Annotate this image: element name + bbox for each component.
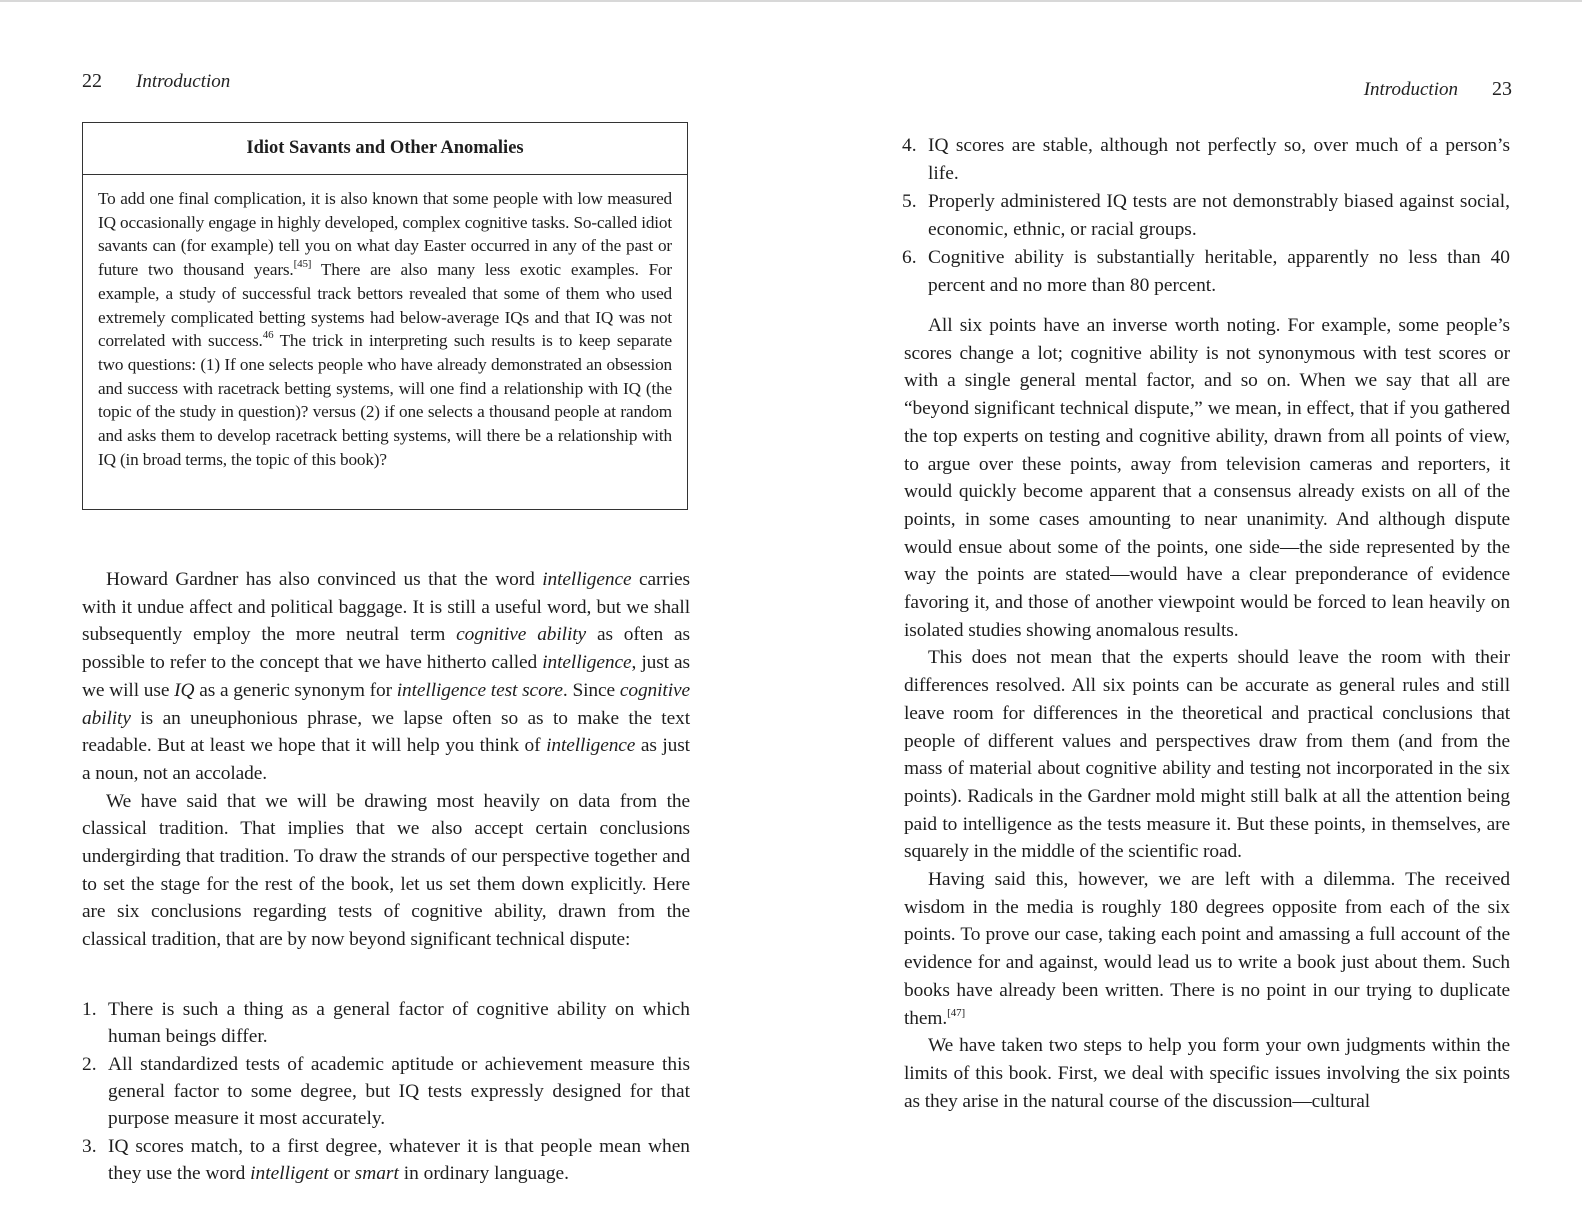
paragraph: [904, 866, 1510, 1032]
list-number: 5.: [902, 191, 917, 212]
italic-term: cognitive ability: [456, 624, 587, 646]
list-text: There is such a thing as a general factor of cognitive ability on which human beings differ.: [108, 999, 690, 1047]
italic-term: smart: [354, 1163, 399, 1184]
italic-term: intelligent: [250, 1163, 329, 1184]
italic-term: intelligence: [542, 569, 632, 590]
list-item: [902, 188, 1510, 243]
footnote-ref: [45]: [293, 258, 312, 271]
left-page: [80, 0, 692, 1220]
italic-term: intelligence: [542, 652, 632, 674]
sidebar-title: Idiot Savants and Other Anomalies: [83, 123, 687, 175]
list-number: 2.: [82, 1054, 97, 1075]
list-item: [902, 132, 1510, 187]
list-item: [82, 1133, 690, 1187]
page-number: 23: [1492, 78, 1512, 100]
italic-term: intelligence test score: [396, 679, 563, 701]
paragraph: We have said that we will be drawing most heavily on data from the classical tradition. That implies that we also accept certain conclusions undergirding that tradition. To draw the strands of our perspective together and to set the stage for the rest of the book, let us set them down explicitly. Here are six conclusions regarding tests of cognitive ability, drawn from the classical tradition, that are by now beyond significant technical dispute:: [82, 790, 690, 951]
list-text: Cognitive ability is substantially heritable, apparently no less than 40 percent and no more than 80 percent.: [928, 247, 1510, 296]
italic-term: cognitive ability: [82, 679, 691, 729]
running-head-title: Introduction: [136, 71, 231, 92]
right-body-text: [904, 312, 1510, 1115]
text-run: as a generic synonym for: [194, 679, 397, 701]
paragraph: This does not mean that the experts should leave the room with their differences resolved. All six points can be accurate as general rules and still leave room for differences in the theoretical and practical conclusions that people of different values and perspectives draw from them (and from the mass of material about cognitive ability and testing not incorporated in the six points). Radicals in the Gardner mold might still balk at all the attention being paid to intelligence as the tests measure it. But these points, in themselves, are squarely in the middle of the scientific road.: [904, 647, 1510, 863]
running-head-title: Introduction: [1363, 79, 1458, 100]
page-number: 22: [82, 70, 102, 92]
list-number: 3.: [82, 1136, 97, 1157]
text-run: in ordinary language.: [398, 1163, 569, 1184]
sidebar-text-part: To add one final complication, it is also known that some people with low measured IQ occasionally engage in highly developed, complex cognitive tasks. So-called idiot savants can (for example) tell you on what day Easter occurred in any of the past or future two thousand years.: [98, 189, 672, 280]
left-body-text: [82, 566, 690, 954]
list-item: [82, 996, 690, 1050]
sidebar-box: [82, 122, 688, 510]
italic-term: intelligence: [546, 735, 636, 757]
text-run: or: [328, 1163, 355, 1184]
text-run: . Since: [562, 679, 620, 701]
sidebar-text-part: There are also many less exotic examples. For example, a study of successful track bettors revealed that some of them who used extremely complicated betting systems had below-average IQs and that IQ was not correlated with success.: [98, 260, 673, 351]
text-run: is an uneuphonious phrase, we lapse often so as to make the text readable. But at least we hope that it will help you think of: [82, 707, 690, 757]
conclusions-list-continued: [902, 132, 1510, 300]
list-number: 6.: [902, 247, 917, 268]
paragraph: All six points have an inverse worth noting. For example, some people’s scores change a lot; cognitive ability is not synonymous with test scores or with a single general mental factor, and so on. When we say that all are “beyond significant technical dispute,” we mean, in effect, that if you gathered the top experts on testing and cognitive ability, drawn from all points of view, to argue over these points, away from television cameras and reporters, it would quickly become apparent that a consensus already exists on all of the points, in some cases amounting to near unanimity. And although dispute would ensue about some of the points, one side—the side represented by the way the points are stated—would have a clear preponderance of evidence favoring it, and those of another viewpoint would be forced to lean heavily on isolated studies showing anomalous results.: [904, 315, 1510, 641]
list-item: [82, 1051, 690, 1132]
conclusions-list: [82, 996, 690, 1188]
text-run: Howard Gardner has also convinced us that the word: [106, 569, 543, 590]
italic-term: IQ: [174, 679, 195, 701]
left-running-head: [82, 70, 230, 93]
list-number: 1.: [82, 999, 97, 1020]
list-item: [902, 244, 1510, 299]
footnote-ref: [47]: [947, 1006, 966, 1019]
sidebar-text: [83, 175, 687, 471]
text-run: , just as we will use: [82, 652, 691, 701]
text-run: Having said this, however, we are left with a dilemma. The received wisdom in the media is roughly 180 degrees opposite from each of the six points. To prove our case, taking each point and amassing a full account of the evidence for and against, would lead us to write a book just about them. Such books have already been written. There is no point in our trying to duplicate them.: [904, 869, 1510, 1029]
sidebar-text-part: The trick in interpreting such results is to keep separate two questions: (1) If one selects people who have already demonstrated an obsession and success with racetrack betting systems, will one find a relationship with IQ (the topic of the study in question)? versus (2) if one selects a thousand people at random and asks them to develop racetrack betting systems, will there be a relationship with IQ (in broad terms, the topic of this book)?: [98, 331, 673, 469]
list-text: All standardized tests of academic aptitude or achievement measure this general factor to some degree, but IQ tests expressly designed for that purpose measure it most accurately.: [108, 1054, 690, 1129]
text-run: carries with it undue affect and political baggage. It is still a useful word, but we shall subsequently employ the more neutral term: [82, 569, 691, 646]
list-text: [108, 1133, 690, 1187]
text-run: as often as possible to refer to the concept that we have hitherto called: [82, 624, 690, 674]
right-running-head: [1364, 78, 1512, 101]
list-text: IQ scores are stable, although not perfectly so, over much of a person’s life.: [928, 135, 1510, 184]
paragraph: [82, 566, 690, 788]
list-text: Properly administered IQ tests are not demonstrably biased against social, economic, ethnic, or racial groups.: [928, 191, 1510, 240]
text-run: IQ scores match, to a first degree, whatever it is that people mean when they use the word: [108, 1136, 690, 1184]
paragraph: We have taken two steps to help you form your own judgments within the limits of this book. First, we deal with specific issues involving the six points as they arise in the natural course of the discussion—cultural: [904, 1035, 1510, 1112]
footnote-ref: 46: [262, 329, 274, 342]
right-page: [900, 0, 1518, 1220]
text-run: as just a noun, not an accolade.: [82, 735, 690, 784]
list-number: 4.: [902, 135, 917, 156]
